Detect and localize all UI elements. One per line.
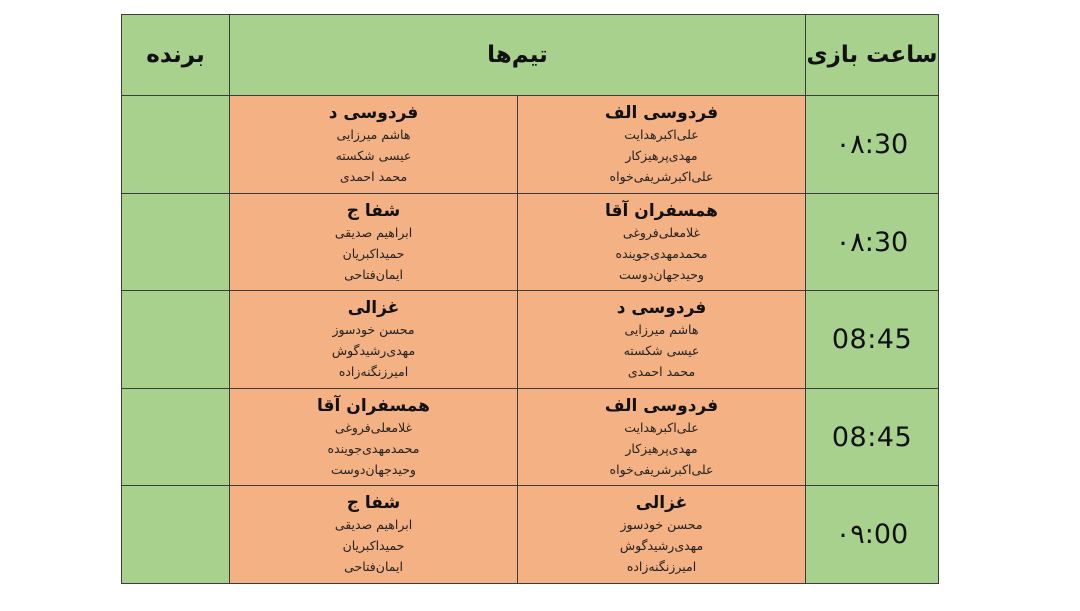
player-name: هاشم میرزایی — [624, 322, 699, 338]
player-name: محمد احمدی — [627, 364, 696, 380]
header-row — [122, 15, 939, 96]
player-name: مهدی‌رشیدگوش — [331, 343, 416, 359]
match-time: ۰۸:30 — [835, 129, 909, 161]
match-schedule-table — [121, 14, 939, 584]
winner-cell — [122, 388, 230, 486]
match-time: ۰۸:30 — [835, 226, 909, 258]
home-team-cell — [518, 486, 806, 584]
match-time: 08:45 — [831, 421, 913, 453]
player-name: محمدمهدی‌جوینده — [615, 245, 708, 261]
player-name: غلامعلی‌فروغی — [334, 419, 413, 435]
away-team-cell — [230, 388, 518, 486]
player-name: غلامعلی‌فروغی — [622, 224, 701, 240]
player-name: ایمان‌فتاحی — [344, 559, 403, 575]
away-team-name: همسفران آقا — [317, 395, 430, 416]
match-time-cell — [806, 96, 939, 194]
away-team-cell — [230, 96, 518, 194]
player-name: ابراهیم صدیقی — [334, 224, 413, 240]
away-team-cell — [230, 486, 518, 584]
player-name: علی‌اکبرشریفی‌خواه — [609, 461, 714, 477]
home-team-cell — [518, 96, 806, 194]
away-team-name: شفا ج — [346, 200, 401, 221]
player-name: ابراهیم صدیقی — [334, 517, 413, 533]
player-name: عیسی شکسته — [623, 343, 700, 359]
player-name: محسن خودسوز — [620, 517, 703, 533]
player-name: محمدمهدی‌جوینده — [327, 440, 420, 456]
home-team-name: غزالی — [635, 493, 688, 514]
match-row — [122, 193, 939, 291]
match-time-cell — [806, 193, 939, 291]
player-name: امیرزنگنه‌زاده — [626, 559, 697, 575]
winner-cell — [122, 193, 230, 291]
player-name: محمد احمدی — [339, 169, 408, 185]
winner-header-cell — [122, 15, 230, 96]
match-row — [122, 291, 939, 389]
home-team-cell — [518, 193, 806, 291]
home-team-name: همسفران آقا — [605, 200, 718, 221]
match-row — [122, 388, 939, 486]
player-name: وحیدجهان‌دوست — [619, 266, 704, 282]
winner-header: برنده — [146, 42, 205, 69]
match-time: 08:45 — [831, 324, 913, 356]
away-team-name: شفا ج — [346, 493, 401, 514]
winner-cell — [122, 486, 230, 584]
player-name: حمیداکبریان — [342, 245, 405, 261]
player-name: حمیداکبریان — [342, 538, 405, 554]
player-name: مهدی‌پرهیزکار — [625, 440, 698, 456]
player-name: وحیدجهان‌دوست — [331, 461, 416, 477]
match-time-cell — [806, 291, 939, 389]
away-team-cell — [230, 291, 518, 389]
winner-cell — [122, 291, 230, 389]
match-time-cell — [806, 486, 939, 584]
away-team-cell — [230, 193, 518, 291]
player-name: مهدی‌رشیدگوش — [619, 538, 704, 554]
match-time-cell — [806, 388, 939, 486]
away-team-name: فردوسی د — [328, 103, 419, 124]
teams-header-cell — [230, 15, 806, 96]
player-name: علی‌اکبرشریفی‌خواه — [609, 169, 714, 185]
teams-header: تیم‌ها — [487, 42, 548, 69]
home-team-cell — [518, 291, 806, 389]
player-name: علی‌اکبرهدایت — [624, 419, 699, 435]
match-row — [122, 96, 939, 194]
time-header-cell — [806, 15, 939, 96]
player-name: علی‌اکبرهدایت — [624, 127, 699, 143]
match-time: ۰۹:00 — [835, 519, 909, 551]
home-team-name: فردوسی الف — [604, 103, 719, 124]
player-name: ایمان‌فتاحی — [344, 266, 403, 282]
player-name: عیسی شکسته — [335, 148, 412, 164]
home-team-name: فردوسی الف — [604, 395, 719, 416]
player-name: امیرزنگنه‌زاده — [338, 364, 409, 380]
away-team-name: غزالی — [347, 298, 400, 319]
player-name: محسن خودسوز — [332, 322, 415, 338]
player-name: مهدی‌پرهیزکار — [625, 148, 698, 164]
player-name: هاشم میرزایی — [336, 127, 411, 143]
winner-cell — [122, 96, 230, 194]
home-team-cell — [518, 388, 806, 486]
home-team-name: فردوسی د — [616, 298, 707, 319]
match-row — [122, 486, 939, 584]
time-header: ساعت بازی — [806, 42, 938, 69]
